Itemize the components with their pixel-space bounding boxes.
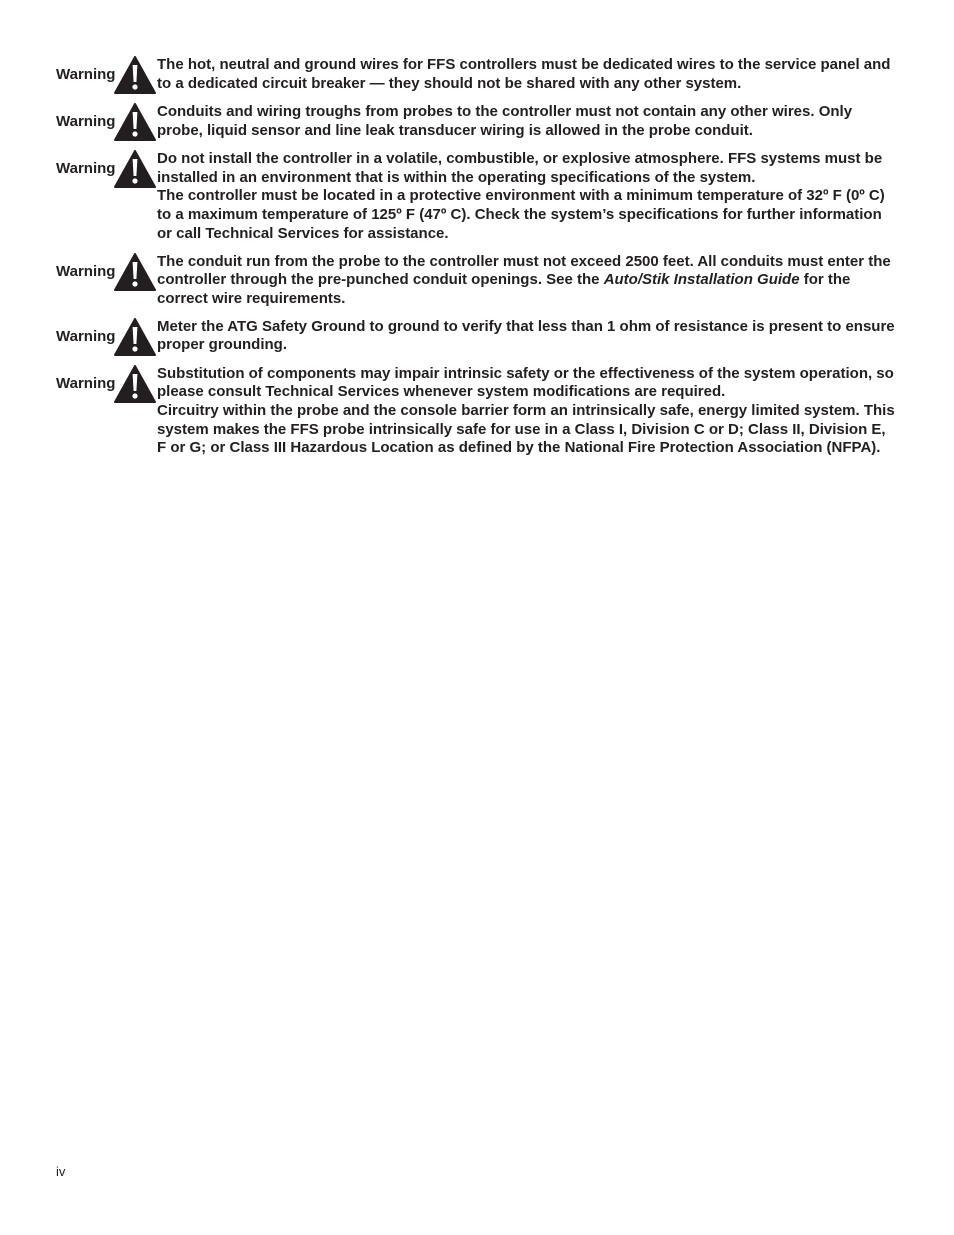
warning-block [56,103,896,141]
warning-triangle-icon [114,318,156,356]
warning-label: Warning [56,262,116,280]
warning-triangle-icon [114,103,156,141]
warning-label: Warning [56,113,116,130]
warning-paragraph: Meter the ATG Safety Ground to ground to verify that less than 1 ohm of resistance is present to ensure proper grounding. [157,317,895,354]
warning-triangle-icon [114,56,156,94]
warning-label: Warning [56,66,116,83]
warning-triangle-icon [114,150,156,188]
warning-paragraph: Substitution of components may impair intrinsic safety or the effectiveness of the system operation, so please consult Technical Services whenever system modifications are required. [157,364,894,401]
warning-paragraph: The conduit run from the probe to the controller must not exceed 2500 feet. All conduits must enter the controller through the pre-punched conduit openings. See the Auto/Stik Installation Guide for the correct wire requirements. [157,252,891,307]
warning-paragraph: Conduits and wiring troughs from probes to the controller must not contain any other wires. Only probe, liquid sensor and line leak transducer wiring is allowed in the probe conduit. [157,103,853,139]
warning-text [157,56,896,93]
page-number: iv [56,1164,66,1179]
warning-block [56,150,896,244]
warning-label: Warning [56,327,116,345]
warning-label: Warning [56,374,116,392]
warning-text [157,365,896,459]
warning-block [56,56,896,94]
warning-text [157,150,896,244]
warning-text [157,253,896,309]
warning-text [157,103,896,140]
document-title-reference: Auto/Stik Installation Guide [603,271,800,289]
warning-paragraph: Do not install the controller in a volatile, combustible, or explosive atmosphere. FFS systems must be installed in an environment that is within the operating specifications of the system. [157,150,883,186]
warning-triangle-icon [114,365,156,403]
warning-paragraph: The hot, neutral and ground wires for FFS controllers must be dedicated wires to the service panel and to a dedicated circuit breaker — they should not be shared with any other system. [157,56,891,92]
warning-block [56,365,896,459]
warning-block [56,318,896,356]
warnings-list [56,56,896,467]
warning-paragraph: The controller must be located in a protective environment with a minimum temperature of 32º F (0º C) to a maximum temperature of 125º F (47º C). Check the system’s specifications for further information or call Technical Services for assistance. [157,187,885,242]
warning-block [56,253,896,309]
warning-triangle-icon [114,253,156,291]
warning-label: Warning [56,160,116,177]
warning-paragraph: Circuitry within the probe and the console barrier form an intrinsically safe, energy limited system. This system makes the FFS probe intrinsically safe for use in a Class I, Division C or D; Class II, Division E, F or G; or Class III Hazardous Location as defined by the National Fire Protection Association (NFPA). [157,402,895,457]
warning-text [157,318,896,355]
